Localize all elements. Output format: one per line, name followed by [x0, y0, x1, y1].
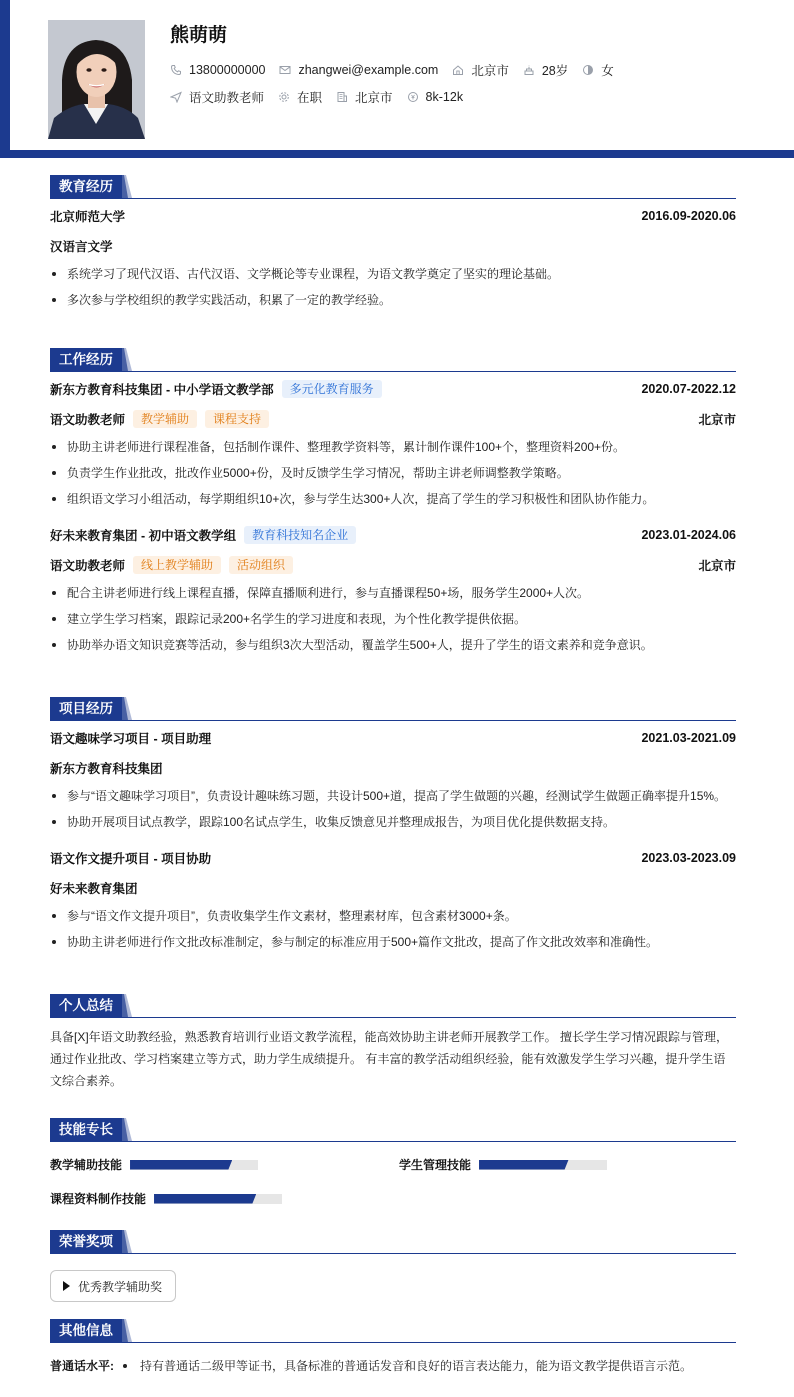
work-city: 北京市	[698, 559, 736, 573]
other-row	[50, 1357, 736, 1374]
work-role-row	[50, 404, 736, 434]
work-city: 北京市	[698, 413, 736, 427]
list-item: 系统学习了现代汉语、古代汉语、文学概论等专业课程，为语文教学奠定了坚实的理论基础。	[50, 261, 736, 287]
project-title: 语文趣味学习项目 - 项目助理	[50, 732, 212, 746]
job-intent-row	[170, 88, 477, 106]
play-triangle-icon	[63, 1281, 70, 1291]
work-section	[50, 348, 736, 658]
role-group	[50, 556, 293, 574]
mail-icon	[279, 64, 291, 76]
section-header	[50, 697, 736, 721]
role-group	[50, 410, 269, 428]
contact-row	[170, 61, 628, 79]
bullet-dot	[123, 1364, 127, 1368]
project-title: 语文作文提升项目 - 项目协助	[50, 852, 212, 866]
summary-line: 通过作业批改、学习档案建立等方式，助力学生成绩提升。 有丰富的教学活动组织经验，能有效激发学生学习兴趣，提升学生语	[50, 1052, 726, 1066]
position-item	[170, 88, 264, 106]
list-item: 协助主讲老师进行作文批改标准制定，参与制定的标准应用于500+篇作文批改，提高了作文批改效率和准确性。	[50, 929, 736, 955]
city-item	[336, 88, 393, 106]
school-name: 北京师范大学	[50, 210, 126, 224]
list-item: 多次参与学校组织的教学实践活动，积累了一定的教学经验。	[50, 287, 736, 313]
role-tag: 教学辅助	[133, 410, 197, 428]
list-item: 协助开展项目试点教学，跟踪100名试点学生，收集反馈意见并整理成报告，为项目优化提供数据支持。	[50, 809, 736, 835]
skill-item	[50, 1156, 258, 1173]
project-date: 2023.03-2023.09	[641, 851, 736, 865]
project-date: 2021.03-2021.09	[641, 731, 736, 745]
age-icon	[523, 64, 535, 76]
age-item	[523, 61, 568, 79]
skill-bar	[479, 1160, 607, 1170]
project-org: 好未来教育集团	[50, 882, 138, 896]
other-label: 普通话水平:	[50, 1359, 114, 1373]
phone-item	[170, 63, 265, 77]
other-text: 持有普通话二级甲等证书，具备标准的普通话发音和良好的语言表达能力，能为语文教学提供语言示范。	[140, 1359, 693, 1373]
project-org: 新东方教育科技集团	[50, 762, 163, 776]
city-text: 北京市	[355, 91, 393, 105]
skill-name: 学生管理技能	[399, 1158, 472, 1172]
award-name: 优秀教学辅助奖	[78, 1279, 163, 1294]
skill-fill	[479, 1160, 569, 1170]
section-title: 荣誉奖项	[50, 1230, 122, 1253]
profile-photo	[48, 20, 145, 139]
education-bullets	[50, 261, 736, 313]
phone-text: 13800000000	[189, 63, 266, 77]
gender-text: 女	[601, 64, 614, 78]
section-header	[50, 994, 736, 1018]
list-item: 组织语文学习小组活动，每学期组织10+次，参与学生达300+人次，提高了学生的学习积极性和团队协作能力。	[50, 486, 736, 512]
summary-line: 文综合素养。	[50, 1074, 123, 1088]
honors-section	[50, 1230, 736, 1302]
position-text: 语文助教老师	[189, 91, 265, 105]
list-item: 协助主讲老师进行课程准备，包括制作课件、整理教学资料等，累计制作课件100+个，整理资料200+份。	[50, 434, 736, 460]
list-item: 参与“语文趣味学习项目”，负责设计趣味练习题，共设计500+道，提高了学生做题的兴趣，经测试学生做题正确率提升15%。	[50, 783, 736, 809]
education-major-row	[50, 231, 736, 261]
education-date: 2016.09-2020.06	[641, 209, 736, 223]
section-title: 个人总结	[50, 994, 122, 1017]
list-item: 配合主讲老师进行线上课程直播，保障直播顺利进行，参与直播课程50+场，服务学生2000+人次。	[50, 580, 736, 606]
section-title-tail	[122, 1319, 136, 1342]
location-item	[452, 61, 509, 79]
list-item: 协助举办语文知识竞赛等活动，参与组织3次大型活动，覆盖学生500+人，提升了学生的语文素养和竞争意识。	[50, 632, 736, 658]
skill-bar	[154, 1194, 282, 1204]
candidate-name: 熊萌萌	[170, 25, 228, 46]
section-header	[50, 348, 736, 372]
project-bullets	[50, 783, 736, 835]
role-name: 语文助教老师	[50, 559, 126, 573]
skill-item	[399, 1156, 607, 1173]
section-title-tail	[122, 1118, 136, 1141]
summary-line: 具备[X]年语文助教经验，熟悉教育培训行业语文教学流程，能高效协助主讲老师开展教学工作。 擅长学生学习情况跟踪与管理，	[50, 1030, 729, 1044]
phone-icon	[170, 64, 182, 76]
status-text: 在职	[297, 91, 323, 105]
building-icon	[336, 91, 348, 103]
skills-section	[50, 1118, 736, 1212]
status-item	[278, 88, 322, 106]
age-text: 28岁	[541, 64, 569, 78]
gear-icon	[278, 91, 290, 103]
company-tag: 教育科技知名企业	[244, 526, 356, 544]
summary-text	[50, 1026, 736, 1092]
project-header	[50, 723, 736, 753]
other-section	[50, 1319, 736, 1374]
salary-item	[407, 90, 464, 104]
send-icon	[170, 91, 182, 103]
work-bullets	[50, 580, 736, 658]
project-org-row	[50, 873, 736, 903]
list-item: 建立学生学习档案，跟踪记录200+名学生的学习进度和表现，为个性化教学提供依据。	[50, 606, 736, 632]
skill-bar	[130, 1160, 258, 1170]
work-role-row	[50, 550, 736, 580]
projects-section	[50, 697, 736, 955]
project-org-row	[50, 753, 736, 783]
salary-icon	[407, 91, 419, 103]
education-section	[50, 175, 736, 313]
skill-name: 教学辅助技能	[50, 1158, 123, 1172]
skills-list	[50, 1142, 736, 1212]
skill-fill	[154, 1194, 256, 1204]
work-header	[50, 374, 736, 404]
email-item	[279, 63, 438, 77]
location-text: 北京市	[471, 64, 509, 78]
section-title: 其他信息	[50, 1319, 122, 1342]
company-group	[50, 526, 356, 544]
role-tag: 活动组织	[229, 556, 293, 574]
section-title-tail	[122, 994, 136, 1017]
skill-item	[50, 1190, 282, 1207]
major-name: 汉语言文学	[50, 240, 113, 254]
section-header	[50, 1230, 736, 1254]
email-text: zhangwei@example.com	[298, 63, 439, 77]
section-header	[50, 1118, 736, 1142]
section-title-tail	[122, 348, 136, 371]
company-tag: 多元化教育服务	[282, 380, 382, 398]
section-header	[50, 1319, 736, 1343]
company-group	[50, 380, 382, 398]
gender-item	[582, 61, 614, 79]
section-title: 项目经历	[50, 697, 122, 720]
project-header	[50, 843, 736, 873]
role-name: 语文助教老师	[50, 413, 126, 427]
work-header	[50, 520, 736, 550]
section-title-tail	[122, 697, 136, 720]
section-title-tail	[122, 1230, 136, 1253]
company-name: 新东方教育科技集团 - 中小学语文教学部	[50, 383, 274, 397]
work-date: 2023.01-2024.06	[641, 528, 736, 542]
role-tag: 课程支持	[205, 410, 269, 428]
gender-icon	[582, 64, 594, 76]
list-item: 负责学生作业批改，批改作业5000+份，及时反馈学生学习情况，帮助主讲老师调整教学策略。	[50, 460, 736, 486]
company-name: 好未来教育集团 - 初中语文教学组	[50, 529, 237, 543]
section-title: 工作经历	[50, 348, 122, 371]
project-bullets	[50, 903, 736, 955]
work-bullets	[50, 434, 736, 512]
skill-name: 课程资料制作技能	[50, 1192, 147, 1206]
summary-section	[50, 994, 736, 1092]
education-header	[50, 201, 736, 231]
section-title: 技能专长	[50, 1118, 122, 1141]
role-tag: 线上教学辅助	[133, 556, 221, 574]
award-item[interactable]	[50, 1270, 176, 1302]
list-item: 参与“语文作文提升项目”，负责收集学生作文素材，整理素材库，包含素材3000+条。	[50, 903, 736, 929]
skill-fill	[130, 1160, 232, 1170]
section-title-tail	[122, 175, 136, 198]
salary-text: 8k-12k	[425, 90, 464, 104]
work-date: 2020.07-2022.12	[641, 382, 736, 396]
section-header	[50, 175, 736, 199]
section-title: 教育经历	[50, 175, 122, 198]
home-icon	[452, 64, 464, 76]
